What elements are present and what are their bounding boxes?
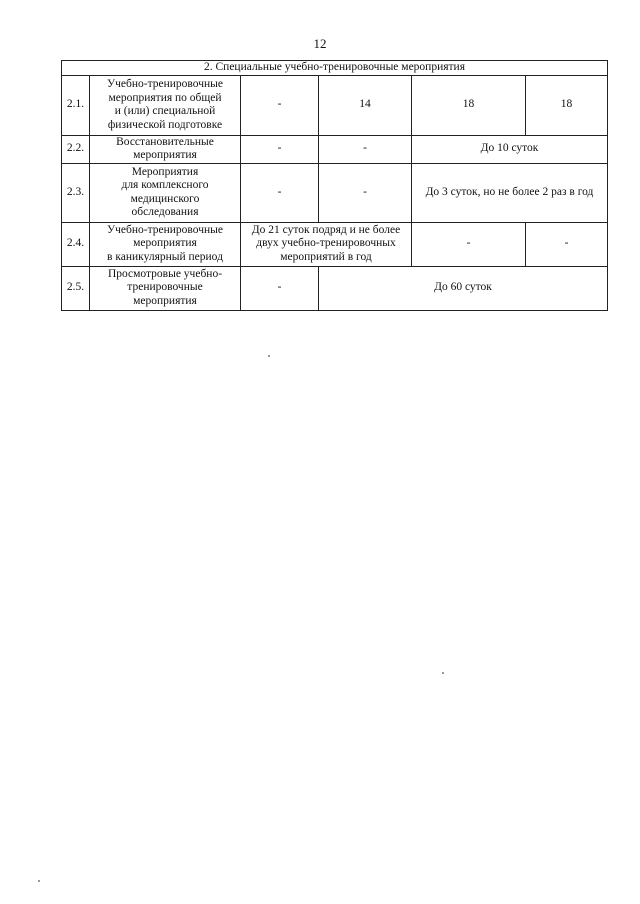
events-table <box>61 60 608 311</box>
value-cell-merged: До 10 суток <box>412 135 608 163</box>
value-cell: - <box>319 135 412 163</box>
event-name-line: для комплексного <box>121 179 209 191</box>
row-number: 2.2. <box>62 135 90 163</box>
table-row <box>62 135 608 163</box>
event-name-line: мероприятия <box>133 149 197 161</box>
event-name-line: Учебно-тренировочные <box>106 223 224 236</box>
scan-speck <box>442 672 444 674</box>
event-name-cell <box>90 75 241 135</box>
event-name-line: мероприятия по общей <box>108 91 222 104</box>
event-name-line: мероприятия <box>133 237 197 250</box>
value-line: двух учебно-тренировочных <box>256 237 396 250</box>
event-name-cell <box>90 163 241 222</box>
value-cell-merged: До 3 суток, но не более 2 раз в год <box>412 163 608 222</box>
event-name-line: мероприятия <box>133 294 197 307</box>
event-name-cell <box>90 266 241 310</box>
value-cell: - <box>241 163 319 222</box>
value-line: мероприятий в год <box>280 250 372 263</box>
event-name-line: обследования <box>131 206 199 218</box>
table-row <box>62 75 608 135</box>
value-line: До 21 суток подряд и не более <box>251 223 401 236</box>
value-cell-merged: До 60 суток <box>319 266 608 310</box>
event-name-cell <box>90 222 241 266</box>
scan-speck <box>38 880 40 882</box>
scan-speck <box>268 355 270 357</box>
row-number: 2.5. <box>62 266 90 310</box>
row-number: 2.4. <box>62 222 90 266</box>
event-name-line: Мероприятия <box>131 165 199 178</box>
event-name-line: в каникулярный период <box>107 250 223 263</box>
value-cell: - <box>412 222 526 266</box>
event-name-line: тренировочные <box>127 281 203 294</box>
value-cell-merged <box>241 222 412 266</box>
event-name-line: Просмотровые учебно- <box>107 267 223 280</box>
row-number: 2.3. <box>62 163 90 222</box>
row-number: 2.1. <box>62 75 90 135</box>
table-row <box>62 222 608 266</box>
value-cell: - <box>241 75 319 135</box>
page-number: 12 <box>313 36 327 51</box>
event-name-line: медицинского <box>130 192 200 205</box>
value-cell: - <box>241 266 319 310</box>
value-cell: - <box>526 222 608 266</box>
event-name-line: и (или) специальной <box>114 105 216 117</box>
value-cell: - <box>241 135 319 163</box>
section-header-row <box>62 61 608 76</box>
event-name-line: Восстановительные <box>116 135 214 148</box>
table-row <box>62 266 608 310</box>
section-title: 2. Специальные учебно-тренировочные мероприятия <box>62 61 608 76</box>
event-name-cell <box>90 135 241 163</box>
event-name-line: Учебно-тренировочные <box>106 78 224 90</box>
table-row <box>62 163 608 222</box>
value-cell: 18 <box>526 75 608 135</box>
value-cell: 18 <box>412 75 526 135</box>
value-cell: 14 <box>319 75 412 135</box>
value-cell: - <box>319 163 412 222</box>
event-name-line: физической подготовке <box>107 118 223 131</box>
